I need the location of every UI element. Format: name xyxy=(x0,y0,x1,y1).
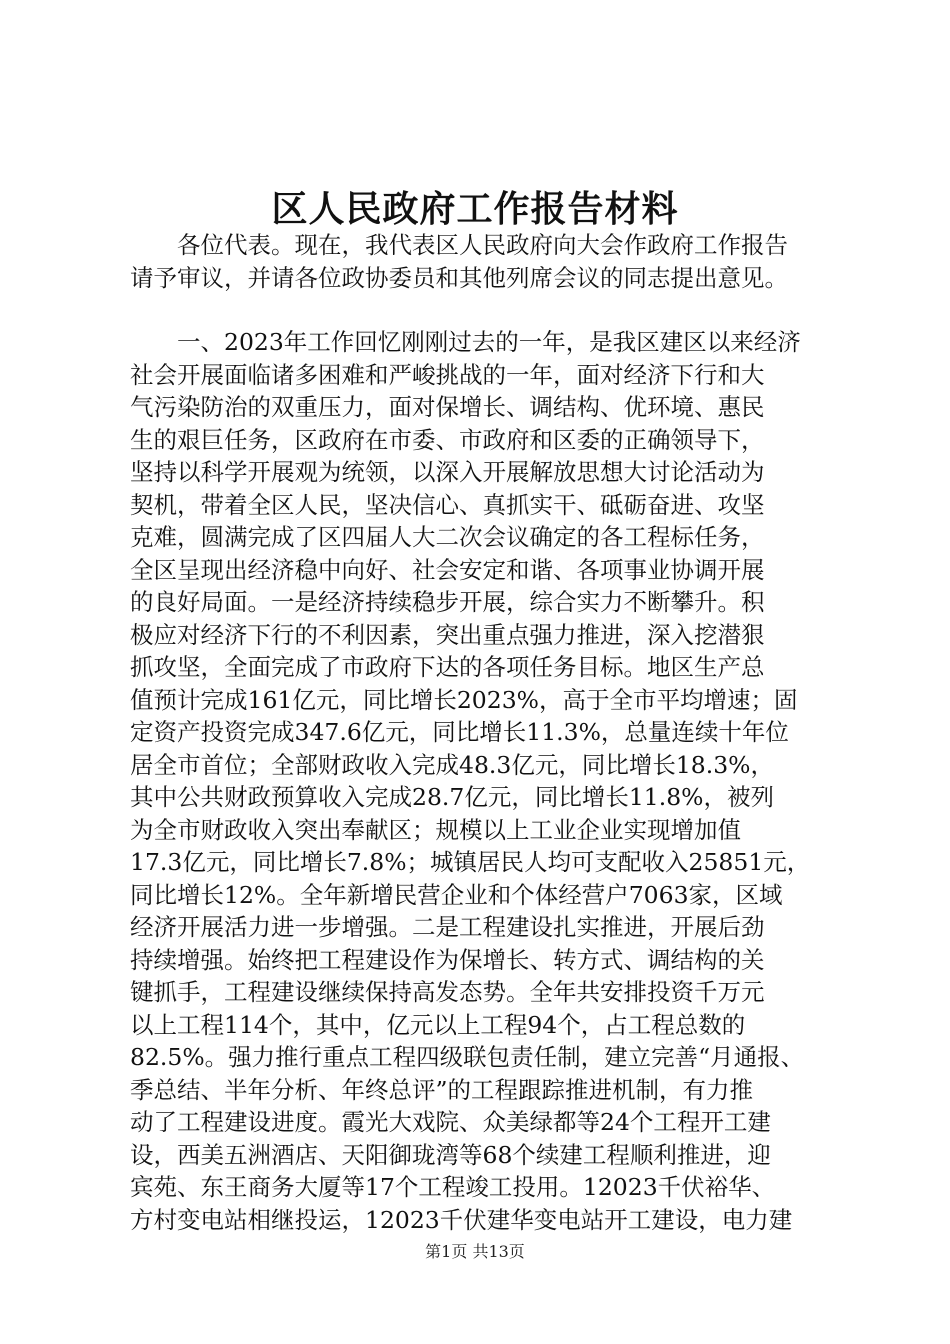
text-line: 经济开展活力进一步增强。二是工程建设扎实推进，开展后劲 xyxy=(130,913,765,941)
text-line: 契机，带着全区人民，坚决信心、真抓实干、砥砺奋进、攻坚 xyxy=(130,490,765,519)
intro-paragraph xyxy=(130,229,840,294)
text-line: 设，西美五洲酒店、天阳御珑湾等68个续建工程顺利推进，迎 xyxy=(130,1140,771,1169)
text-line: 居全市首位；全部财政收入完成48.3亿元，同比增长18.3%， xyxy=(130,750,774,779)
text-line: 动了工程建设进度。霞光大戏院、众美绿都等24个工程开工建 xyxy=(130,1108,771,1136)
text-line: 方村变电站相继投运，12023千伏建华变电站开工建设，电力建 xyxy=(130,1205,793,1234)
text-line: 82.5%。强力推行重点工程四级联包责任制，建立完善“月通报、 xyxy=(130,1043,805,1071)
text-line: 克难，圆满完成了区四届人大二次会议确定的各工程标任务， xyxy=(130,523,765,551)
text-line: 宾苑、东王商务大厦等17个工程竣工投用。12023千伏裕华、 xyxy=(130,1173,776,1201)
text-line: 以上工程114个，其中，亿元以上工程94个，占工程总数的 xyxy=(130,1010,746,1039)
text-line: 17.3亿元，同比增长7.8%；城镇居民人均可支配收入25851元， xyxy=(130,848,811,876)
text-line: 持续增强。始终把工程建设作为保增长、转方式、调结构的关 xyxy=(130,945,765,974)
text-line: 其中公共财政预算收入完成28.7亿元，同比增长11.8%，被列 xyxy=(130,783,774,811)
text-line: 极应对经济下行的不利因素，突出重点强力推进，深入挖潜狠 xyxy=(130,620,765,649)
text-line: 的良好局面。一是经济持续稳步开展，综合实力不断攀升。积 xyxy=(130,588,765,616)
text-line: 社会开展面临诸多困难和严峻挑战的一年，面对经济下行和大 xyxy=(130,360,765,389)
text-line: 气污染防治的双重压力，面对保增长、调结构、优环境、惠民 xyxy=(130,393,765,421)
text-line: 季总结、半年分析、年终总评”的工程跟踪推进机制，有力推 xyxy=(130,1075,754,1104)
text-line: 各位代表。现在，我代表区人民政府向大会作政府工作报告 xyxy=(130,231,788,259)
text-line: 定资产投资完成347.6亿元，同比增长11.3%，总量连续十年位 xyxy=(130,718,789,746)
text-line: 坚持以科学开展观为统领，以深入开展解放思想大讨论活动为 xyxy=(130,458,765,486)
text-line: 一、2023年工作回忆刚刚过去的一年，是我区建区以来经济 xyxy=(130,328,801,356)
text-line: 抓攻坚，全面完成了市政府下达的各项任务目标。地区生产总 xyxy=(130,653,765,681)
text-line: 全区呈现出经济稳中向好、社会安定和谐、各项事业协调开展 xyxy=(130,555,765,584)
section-paragraph xyxy=(130,326,840,1236)
document-title: 区人民政府工作报告材料 xyxy=(271,189,679,230)
text-line: 同比增长12%。全年新增民营企业和个体经营户7063家，区域 xyxy=(130,880,783,909)
text-line: 请予审议，并请各位政协委员和其他列席会议的同志提出意见。 xyxy=(130,263,788,292)
text-line: 值预计完成161亿元，同比增长2023%，高于全市平均增速；固 xyxy=(130,685,798,714)
text-line: 为全市财政收入突出奉献区；规模以上工业企业实现增加值 xyxy=(130,815,741,844)
page-footer: 第1页 共13页 xyxy=(425,1242,525,1261)
text-line: 键抓手，工程建设继续保持高发态势。全年共安排投资千万元 xyxy=(130,978,765,1006)
text-line: 生的艰巨任务，区政府在市委、市政府和区委的正确领导下， xyxy=(130,425,765,454)
